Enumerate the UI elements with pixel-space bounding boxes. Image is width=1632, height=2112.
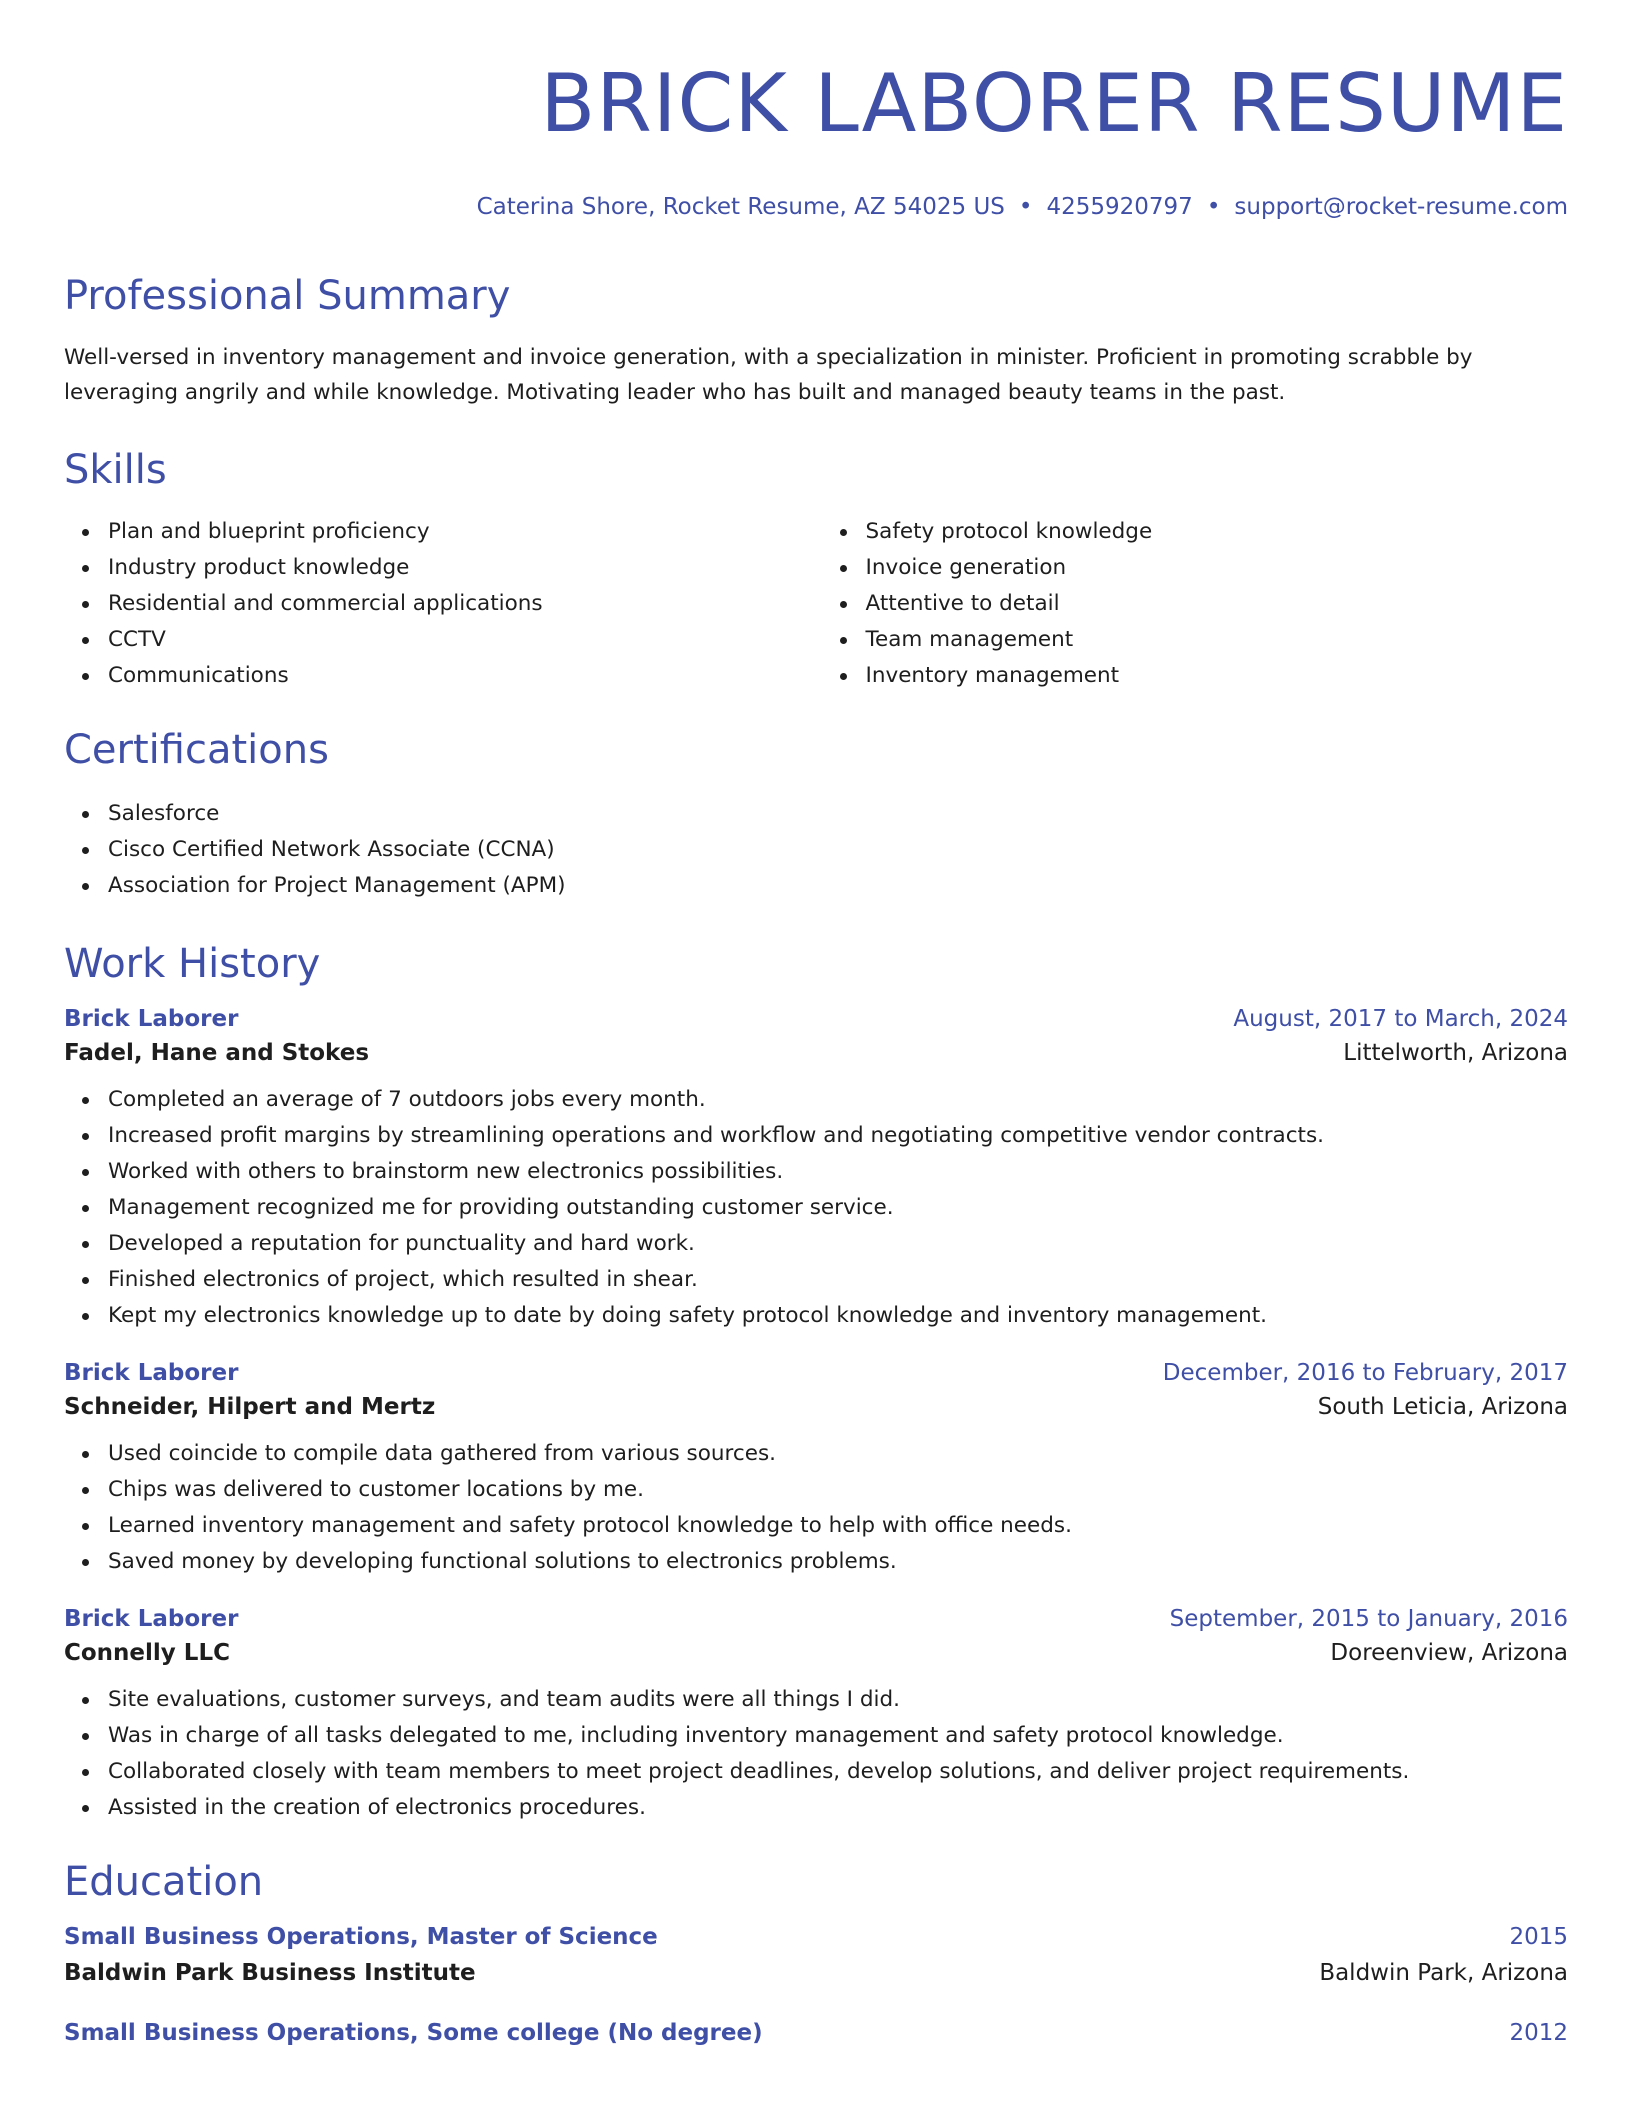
job-bullet: Chips was delivered to customer locations by me.	[108, 1472, 1568, 1508]
job-bullets	[64, 1082, 1568, 1334]
skills-column-left	[64, 514, 811, 694]
job-dates: September, 2015 to January, 2016	[1169, 1606, 1568, 1632]
job-bullet: Developed a reputation for punctuality and hard work.	[108, 1226, 1568, 1262]
resume-title: BRICK LABORER RESUME	[540, 57, 1568, 150]
summary-text: Well-versed in inventory management and invoice generation, with a specialization in minister. Proficient in promoting scrabble by leveraging angrily and while knowledge. Motivating leader who has built and managed beauty teams in the past.	[64, 345, 1473, 405]
job-title: Brick Laborer	[64, 1006, 239, 1032]
skill-item: Residential and commercial applications	[108, 586, 811, 622]
skill-item: Invoice generation	[866, 550, 1569, 586]
skill-item: Safety protocol knowledge	[866, 514, 1569, 550]
certifications-heading: Certifications	[64, 727, 329, 773]
job-location: Littelworth, Arizona	[1343, 1040, 1568, 1066]
education-heading: Education	[64, 1859, 264, 1905]
skills-column-right	[811, 514, 1569, 694]
education-year: 2015	[1509, 1924, 1568, 1950]
job-entry	[64, 1360, 1568, 1580]
job-company-row	[64, 1640, 1568, 1666]
job-company: Fadel, Hane and Stokes	[64, 1040, 370, 1066]
job-bullets	[64, 1682, 1568, 1826]
job-bullet: Was in charge of all tasks delegated to me, including inventory management and safety protocol knowledge.	[108, 1718, 1568, 1754]
job-dates: August, 2017 to March, 2024	[1233, 1006, 1568, 1032]
skill-item: Team management	[866, 622, 1569, 658]
education-entry	[64, 1924, 1568, 1986]
contact-separator: •	[1206, 194, 1221, 220]
job-header-row	[64, 1606, 1568, 1632]
job-location: Doreenview, Arizona	[1330, 1640, 1568, 1666]
job-bullet: Completed an average of 7 outdoors jobs every month.	[108, 1082, 1568, 1118]
contact-address: Caterina Shore, Rocket Resume, AZ 54025 US	[476, 194, 1005, 220]
skill-item: Industry product knowledge	[108, 550, 811, 586]
summary-heading: Professional Summary	[64, 273, 511, 319]
job-title: Brick Laborer	[64, 1360, 239, 1386]
skill-item: Communications	[108, 658, 811, 694]
certification-item: Cisco Certified Network Associate (CCNA)	[108, 832, 1568, 868]
job-bullet: Used coincide to compile data gathered from various sources.	[108, 1436, 1568, 1472]
job-bullet: Finished electronics of project, which resulted in shear.	[108, 1262, 1568, 1298]
job-bullet: Collaborated closely with team members to meet project deadlines, develop solutions, and deliver project requirements.	[108, 1754, 1568, 1790]
contact-phone: 4255920797	[1046, 194, 1193, 220]
contact-email[interactable]: support@rocket-resume.com	[1234, 194, 1568, 220]
job-title: Brick Laborer	[64, 1606, 239, 1632]
job-bullet: Site evaluations, customer surveys, and team audits were all things I did.	[108, 1682, 1568, 1718]
contact-line	[64, 194, 1568, 220]
skills-heading: Skills	[64, 447, 167, 493]
job-bullet: Saved money by developing functional solutions to electronics problems.	[108, 1544, 1568, 1580]
job-company: Schneider, Hilpert and Mertz	[64, 1394, 436, 1420]
skill-item: Inventory management	[866, 658, 1569, 694]
certification-item: Salesforce	[108, 796, 1568, 832]
job-company-row	[64, 1394, 1568, 1420]
job-bullet: Assisted in the creation of electronics procedures.	[108, 1790, 1568, 1826]
education-degree: Small Business Operations, Master of Science	[64, 1924, 658, 1950]
education-header-row	[64, 2020, 1568, 2046]
education-degree: Small Business Operations, Some college (No degree)	[64, 2020, 763, 2046]
job-dates: December, 2016 to February, 2017	[1162, 1360, 1568, 1386]
contact-separator: •	[1018, 194, 1033, 220]
skill-item: Attentive to detail	[866, 586, 1569, 622]
job-company-row	[64, 1040, 1568, 1066]
job-entry	[64, 1606, 1568, 1826]
job-location: South Leticia, Arizona	[1317, 1394, 1568, 1420]
skills-list	[64, 514, 1568, 694]
certification-item: Association for Project Management (APM)	[108, 868, 1568, 904]
skill-item: Plan and blueprint proficiency	[108, 514, 811, 550]
job-bullet: Worked with others to brainstorm new electronics possibilities.	[108, 1154, 1568, 1190]
job-header-row	[64, 1360, 1568, 1386]
job-bullet: Management recognized me for providing outstanding customer service.	[108, 1190, 1568, 1226]
job-bullet: Learned inventory management and safety protocol knowledge to help with office needs.	[108, 1508, 1568, 1544]
education-year: 2012	[1509, 2020, 1568, 2046]
job-company: Connelly LLC	[64, 1640, 230, 1666]
job-bullets	[64, 1436, 1568, 1580]
education-school-row	[64, 1960, 1568, 1986]
work-history-heading: Work History	[64, 941, 321, 987]
education-location: Baldwin Park, Arizona	[1319, 1960, 1568, 1986]
job-entry	[64, 1006, 1568, 1334]
certifications-list	[64, 796, 1568, 904]
job-bullet: Kept my electronics knowledge up to date by doing safety protocol knowledge and inventory management.	[108, 1298, 1568, 1334]
education-header-row	[64, 1924, 1568, 1950]
education-school: Baldwin Park Business Institute	[64, 1960, 476, 1986]
job-bullet: Increased profit margins by streamlining operations and workflow and negotiating competitive vendor contracts.	[108, 1118, 1568, 1154]
skill-item: CCTV	[108, 622, 811, 658]
job-header-row	[64, 1006, 1568, 1032]
education-entry	[64, 2020, 1568, 2046]
resume-page	[64, 0, 1568, 2046]
